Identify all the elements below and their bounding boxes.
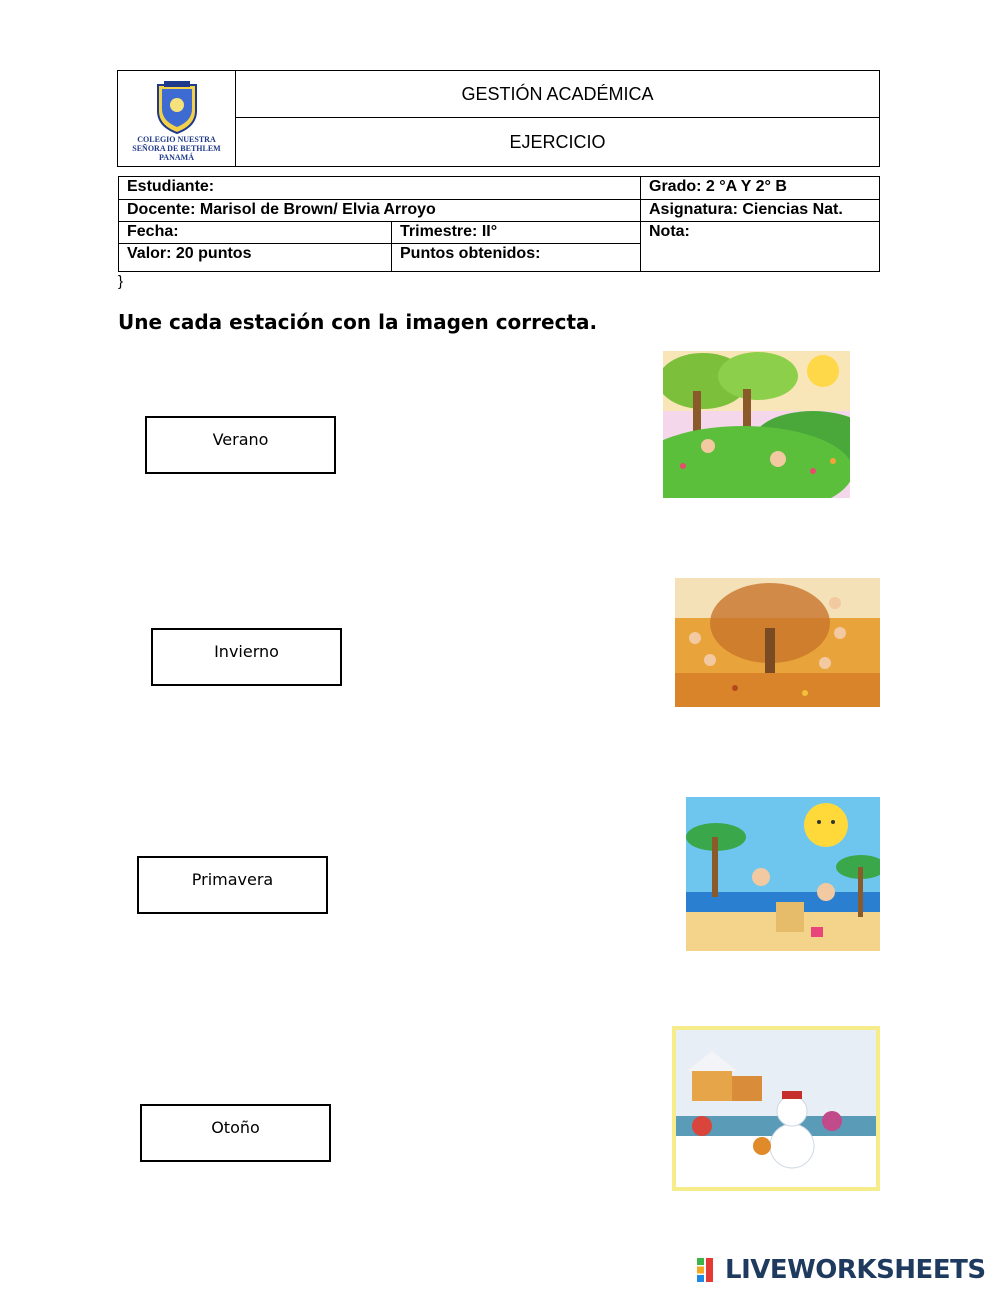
header-title: GESTIÓN ACADÉMICA xyxy=(236,71,879,118)
brand-name: LIVEWORKSHEETS xyxy=(725,1255,986,1285)
school-name-line-2: SEÑORA DE BETHLEM xyxy=(132,144,221,153)
season-label-verano[interactable]: Verano xyxy=(145,416,336,474)
autumn-scene-image[interactable] xyxy=(675,578,880,707)
header-table xyxy=(117,70,880,167)
winter-snow-scene-image[interactable] xyxy=(672,1026,880,1191)
points-obtained-field: Puntos obtenidos: xyxy=(392,244,641,271)
stray-brace: } xyxy=(118,273,124,290)
season-label-primavera[interactable]: Primavera xyxy=(137,856,328,914)
student-field: Estudiante: xyxy=(119,177,641,200)
header-subtitle: EJERCICIO xyxy=(509,131,606,152)
trimester-field: Trimestre: II° xyxy=(392,222,641,244)
liveworksheets-icon xyxy=(697,1258,721,1282)
grade-note-field: Nota: xyxy=(649,223,690,240)
school-logo xyxy=(118,71,236,166)
school-name-line-1: COLEGIO NUESTRA xyxy=(137,135,216,144)
student-info-table xyxy=(118,176,880,272)
shield-icon xyxy=(118,71,235,166)
season-label-invierno[interactable]: Invierno xyxy=(151,628,342,686)
instruction-text: Une cada estación con la imagen correcta. xyxy=(118,310,598,334)
subject-field: Asignatura: Ciencias Nat. xyxy=(641,200,879,222)
season-label-otono[interactable]: Otoño xyxy=(140,1104,331,1162)
grade-field: Grado: 2 °A Y 2° B xyxy=(641,177,879,200)
school-name-line-3: PANAMÁ xyxy=(159,153,194,162)
liveworksheets-logo xyxy=(697,1254,986,1286)
date-field: Fecha: xyxy=(119,222,392,244)
spring-scene-image[interactable] xyxy=(663,351,850,498)
summer-beach-scene-image[interactable] xyxy=(686,797,880,951)
teacher-field: Docente: Marisol de Brown/ Elvia Arroyo xyxy=(119,200,641,222)
value-field: Valor: 20 puntos xyxy=(119,244,392,271)
